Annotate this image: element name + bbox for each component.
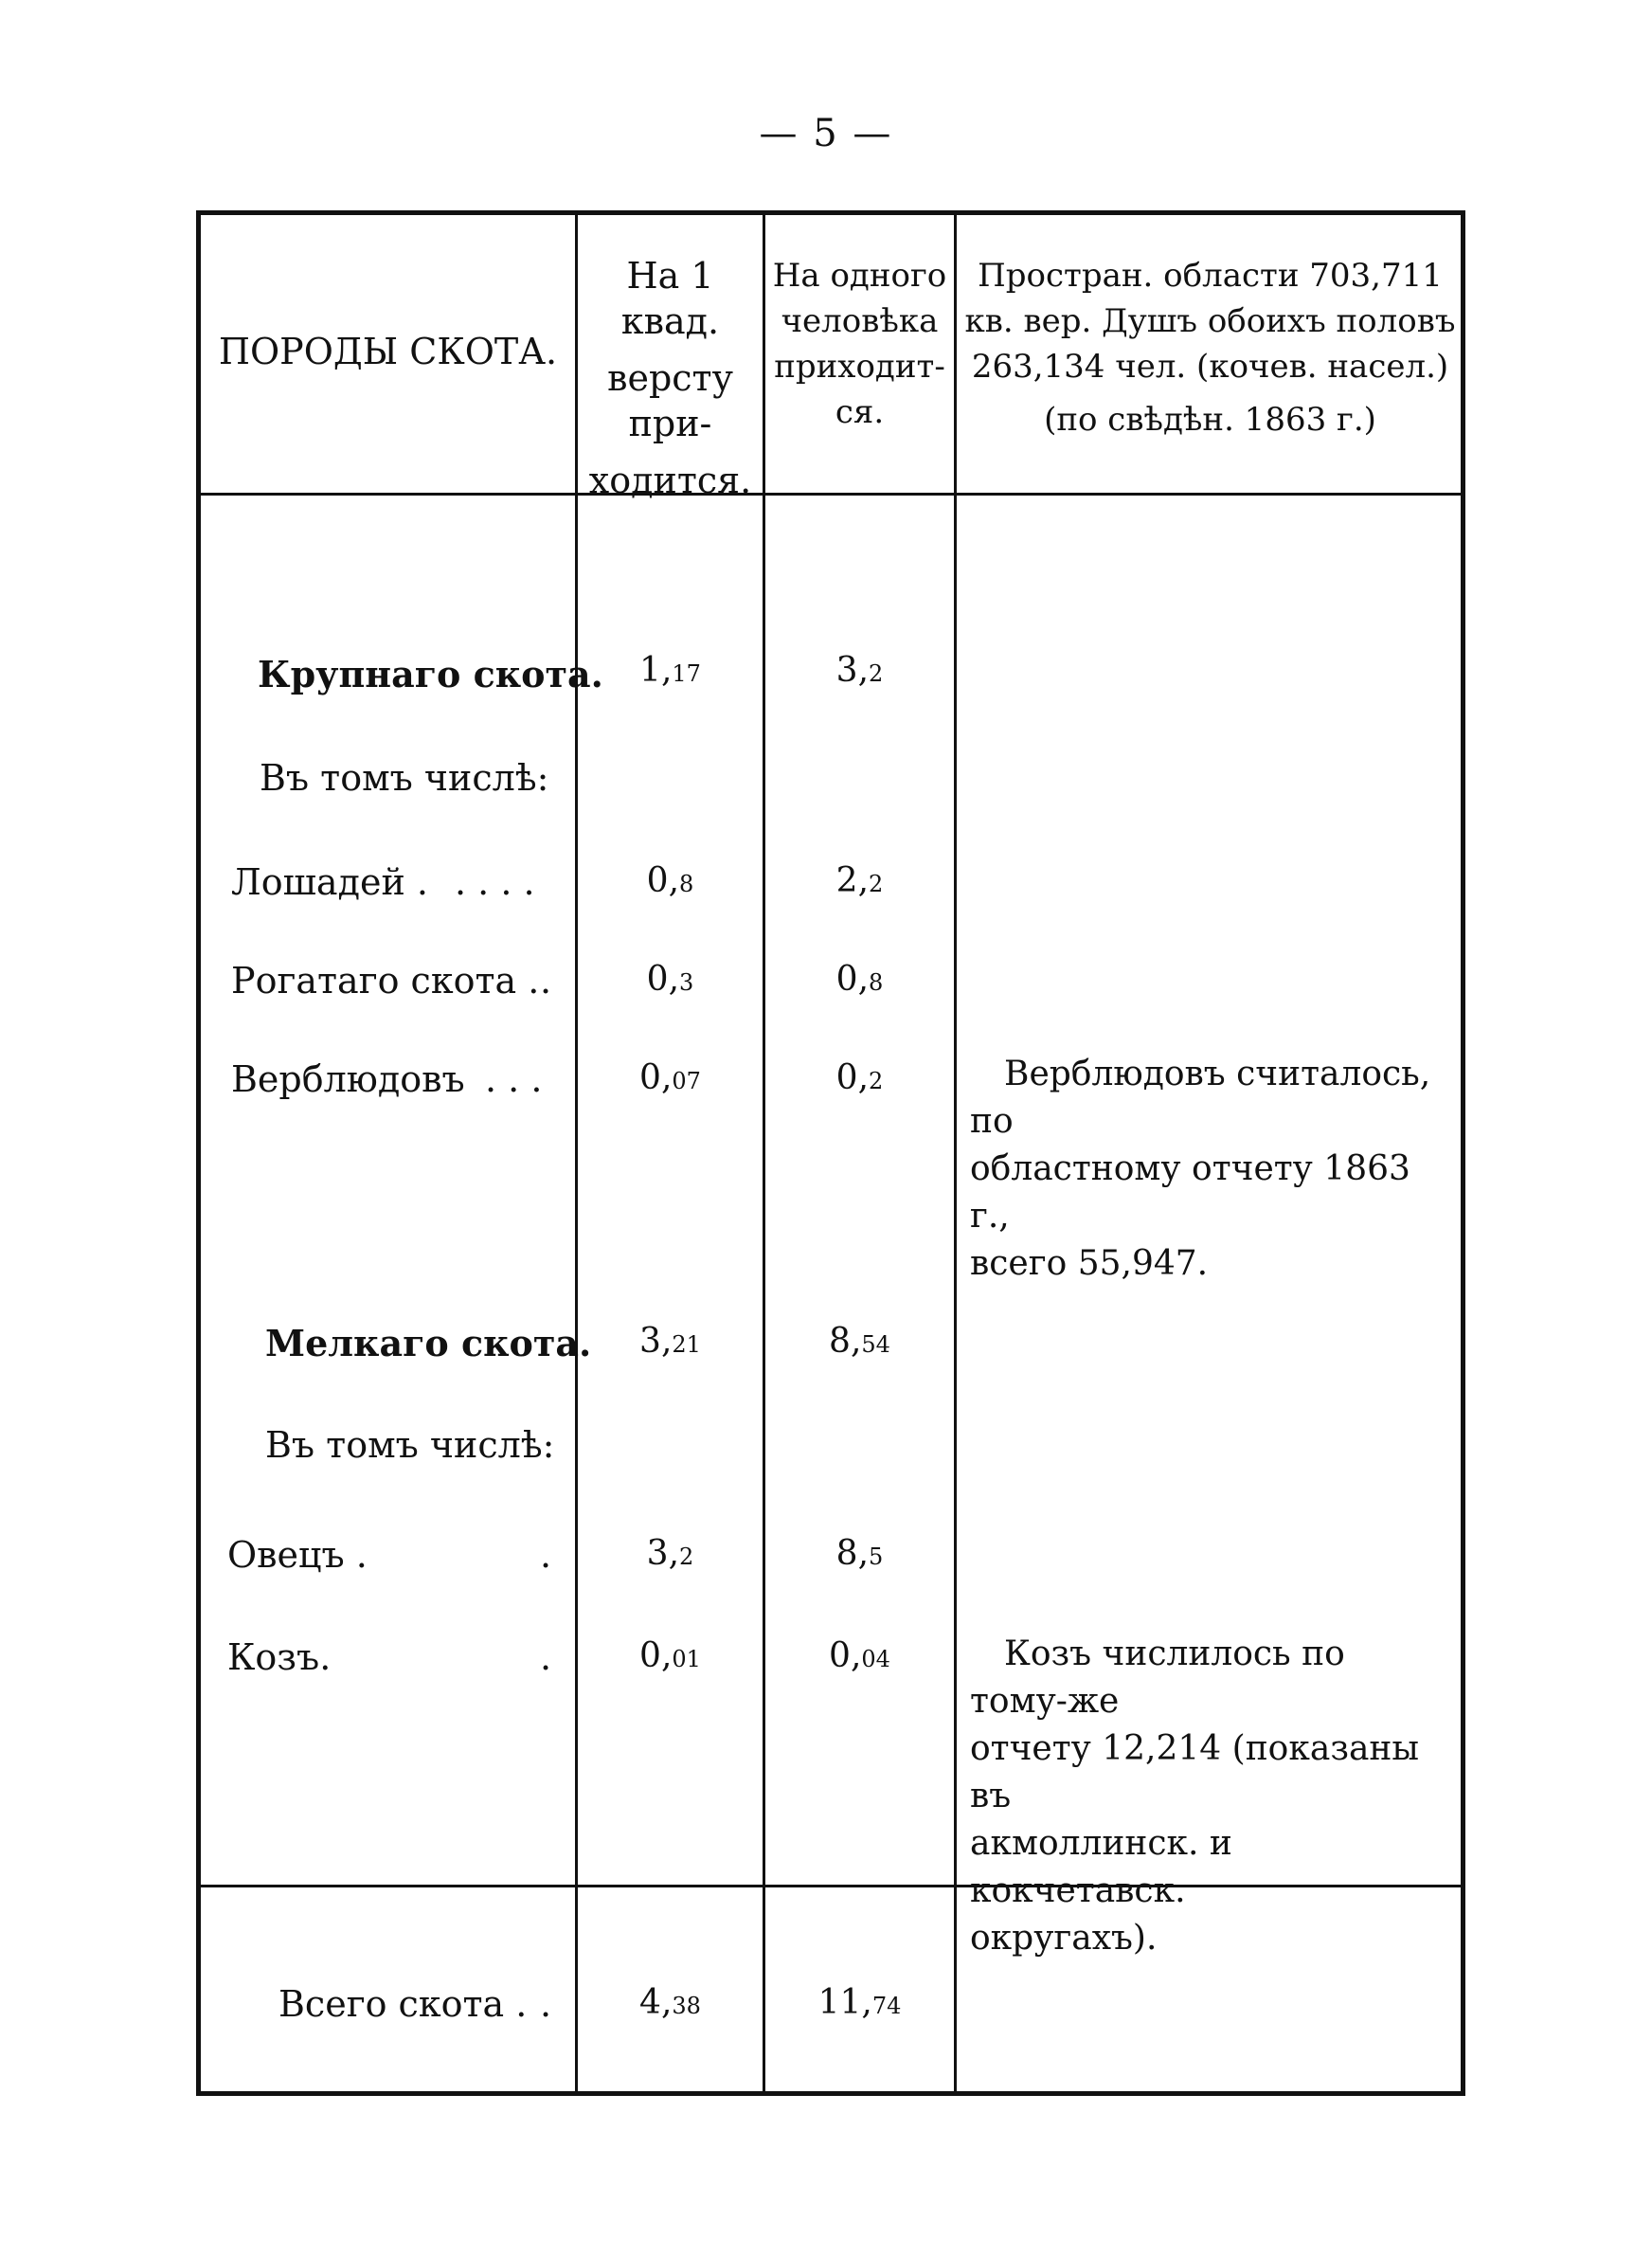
column-divider xyxy=(763,215,765,2091)
row-label-horses: Лошадей . xyxy=(231,861,428,903)
header-per-person: На одного человѣка приходит- ся. xyxy=(772,257,947,431)
row-label-total: Всего скота . xyxy=(278,1983,528,2025)
value-per-person: 8,5 xyxy=(835,1534,884,1573)
value-per-verst: 0,8 xyxy=(646,861,694,900)
value-per-person: 0,2 xyxy=(835,1058,884,1097)
leader-dots: . . . . xyxy=(455,861,535,903)
leader-dots: . xyxy=(540,1534,552,1576)
value-per-verst-total: 4,38 xyxy=(639,1983,701,2022)
row-label-goats: Козъ. xyxy=(227,1636,332,1678)
row-label-cattle: Рогатаго скота . xyxy=(231,960,540,1002)
page-number: — 5 — xyxy=(759,112,893,155)
leader-dots: . xyxy=(540,1983,552,2025)
row-label-including: Въ томъ числѣ: xyxy=(260,757,549,799)
row-label-including: Въ томъ числѣ: xyxy=(265,1424,555,1466)
leader-dots: . xyxy=(540,1636,552,1678)
value-per-verst: 3,21 xyxy=(639,1322,701,1361)
row-label-sheep: Овецъ . xyxy=(227,1534,368,1576)
header-notes: Простран. области 703,711 кв. вер. Душъ обоихъ половъ 263,134 чел. (кочев. насел.) (по свѣдѣн. 1863 г.) xyxy=(964,257,1456,439)
row-label-large-livestock: Крупнаго скота. xyxy=(258,653,603,695)
value-per-verst: 1,17 xyxy=(639,651,701,690)
value-per-person-total: 11,74 xyxy=(817,1983,902,2022)
value-per-person: 0,8 xyxy=(835,960,884,999)
note-camels: Верблюдовъ считалось, по областному отчету 1863 г., всего 55,947. xyxy=(970,1055,1431,1283)
value-per-person: 8,54 xyxy=(829,1322,890,1361)
value-per-verst: 3,2 xyxy=(646,1534,694,1573)
value-per-verst: 0,07 xyxy=(639,1058,701,1097)
leader-dots: . . . xyxy=(485,1058,543,1100)
value-per-verst: 0,3 xyxy=(646,960,694,999)
leader-dots: . xyxy=(540,960,552,1002)
value-per-person: 0,04 xyxy=(829,1636,890,1675)
header-breeds: ПОРОДЫ СКОТА. xyxy=(218,331,558,372)
value-per-person: 2,2 xyxy=(835,861,884,900)
livestock-table xyxy=(196,210,1465,2096)
column-divider xyxy=(954,215,957,2091)
value-per-person: 3,2 xyxy=(835,651,884,690)
row-label-camels: Верблюдовъ xyxy=(231,1058,465,1100)
row-label-small-livestock: Мелкаго скота. xyxy=(265,1322,592,1364)
header-divider xyxy=(201,493,1461,496)
header-per-sq-verst: На 1 квад. версту при- ходится. xyxy=(588,255,752,501)
value-per-verst: 0,01 xyxy=(639,1636,701,1675)
note-goats: Козъ числилось по тому-же отчету 12,214 (показаны въ акмоллинск. и кокчетавск. округахъ). xyxy=(970,1634,1420,1958)
